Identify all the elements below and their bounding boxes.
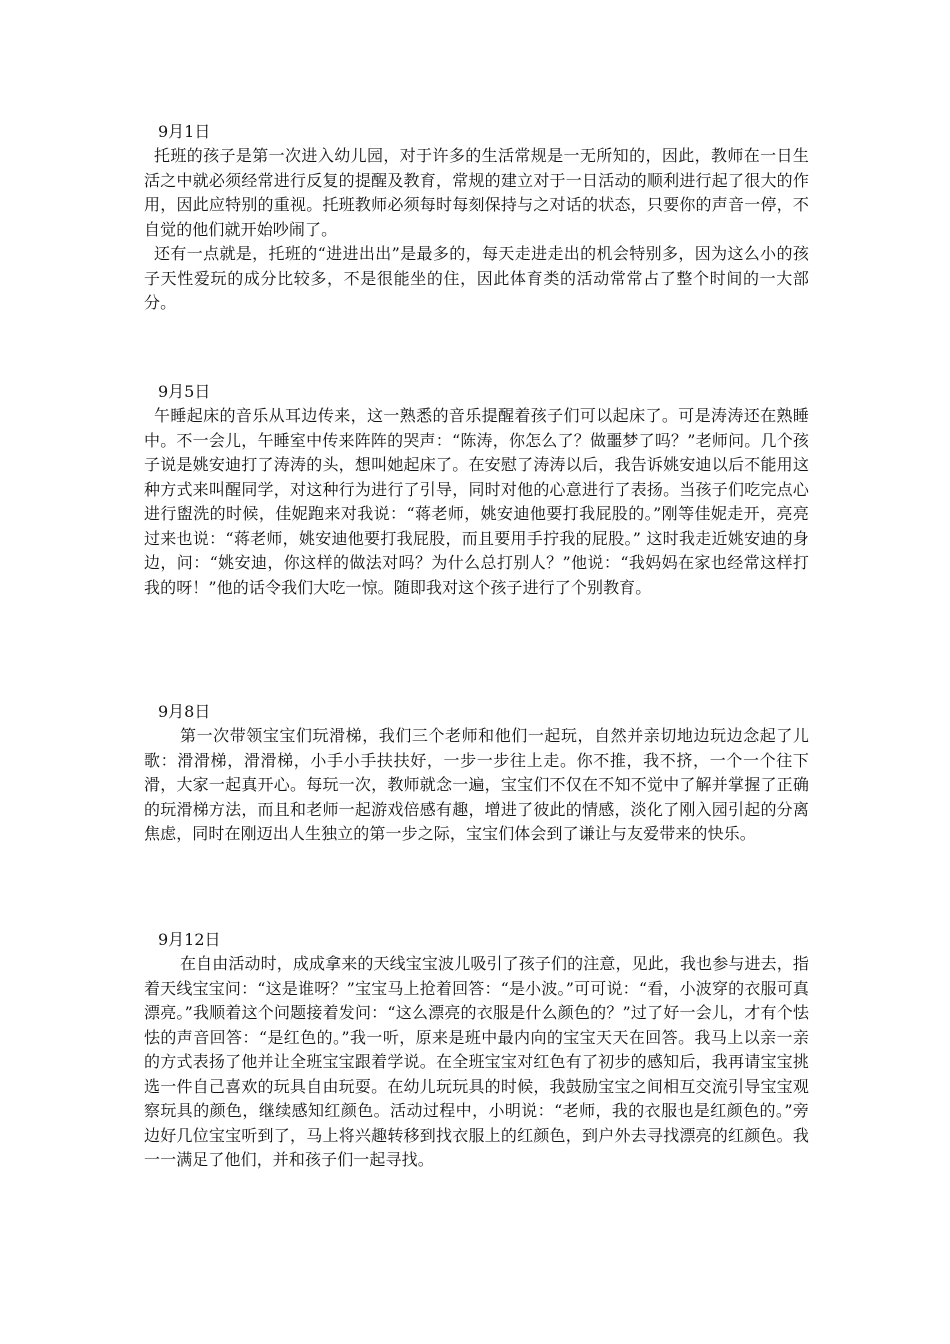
- entry-date: 9月12日: [158, 930, 221, 949]
- entry-paragraph: 托班的孩子是第一次进入幼儿园，对于许多的生活常规是一无所知的，因此，教师在一日生活之中就必须经常进行反复的提醒及教育，常规的建立对于一日活动的顺利进行起了很大的作用，因此应特别的重视。托班教师必须每时每刻保持与之对话的状态，只要你的声音一停，不自觉的他们就开始吵闹了。: [144, 146, 809, 239]
- entry-date: 9月1日: [158, 122, 211, 141]
- entry-paragraph: 在自由活动时，成成拿来的天线宝宝波儿吸引了孩子们的注意，见此，我也参与进去，指着天线宝宝问：“这是谁呀？”宝宝马上抢着回答：“是小波。”可可说：“看，小波穿的衣服可真漂亮。”我顺着这个问题接着发问：“这么漂亮的衣服是什么颜色的？”过了好一会儿，才有个怯怯的声音回答：“是红色的。”我一听，原来是班中最内向的宝宝天天在回答。我马上以亲一亲的方式表扬了他并让全班宝宝跟着学说。在全班宝宝对红色有了初步的感知后，我再请宝宝挑选一件自己喜欢的玩具自由玩耍。在幼儿玩玩具的时候，我鼓励宝宝之间相互交流引导宝宝观察玩具的颜色，继续感知红颜色。活动过程中，小明说：“老师，我的衣服也是红颜色的。”旁边好几位宝宝听到了，马上将兴趣转移到找衣服上的红颜色，到户外去寻找漂亮的红颜色。我一一满足了他们，并和孩子们一起寻找。: [144, 954, 809, 1169]
- entry-date: 9月5日: [158, 382, 211, 401]
- diary-entry-sep-12: [144, 928, 809, 1173]
- diary-entry-sep-5: [144, 380, 809, 700]
- document-page: [144, 120, 809, 1173]
- diary-entry-sep-1: [144, 120, 809, 380]
- diary-entry-sep-8: [144, 700, 809, 928]
- entry-paragraph: 第一次带领宝宝们玩滑梯，我们三个老师和他们一起玩，自然并亲切地边玩边念起了儿歌：滑滑梯，滑滑梯，小手小手扶扶好，一步一步往上走。你不推，我不挤，一个一个往下滑，大家一起真开心。每玩一次，教师就念一遍，宝宝们不仅在不知不觉中了解并掌握了正确的玩滑梯方法，而且和老师一起游戏倍感有趣，增进了彼此的情感，淡化了刚入园引起的分离焦虑，同时在刚迈出人生独立的第一步之际，宝宝们体会到了谦让与友爱带来的快乐。: [144, 726, 809, 843]
- entry-paragraph: 午睡起床的音乐从耳边传来，这一熟悉的音乐提醒着孩子们可以起床了。可是涛涛还在熟睡中。不一会儿，午睡室中传来阵阵的哭声：“陈涛，你怎么了？做噩梦了吗？”老师问。几个孩子说是姚安迪打了涛涛的头，想叫她起床了。在安慰了涛涛以后，我告诉姚安迪以后不能用这种方式来叫醒同学，对这种行为进行了引导，同时对他的心意进行了表扬。当孩子们吃完点心进行盥洗的时候，佳妮跑来对我说：“蒋老师，姚安迪他要打我屁股的。”刚等佳妮走开，亮亮过来也说：“蒋老师，姚安迪他要打我屁股，而且要用手拧我的屁股。” 这时我走近姚安迪的身边，问：“姚安迪，你这样的做法对吗？为什么总打别人？”他说：“我妈妈在家也经常这样打我的呀！”他的话令我们大吃一惊。随即我对这个孩子进行了个别教育。: [144, 406, 809, 597]
- entry-date: 9月8日: [158, 702, 211, 721]
- entry-paragraph: 还有一点就是，托班的“进进出出”是最多的，每天走进走出的机会特别多，因为这么小的孩子天性爱玩的成分比较多，不是很能坐的住，因此体育类的活动常常占了整个时间的一大部分。: [144, 244, 809, 312]
